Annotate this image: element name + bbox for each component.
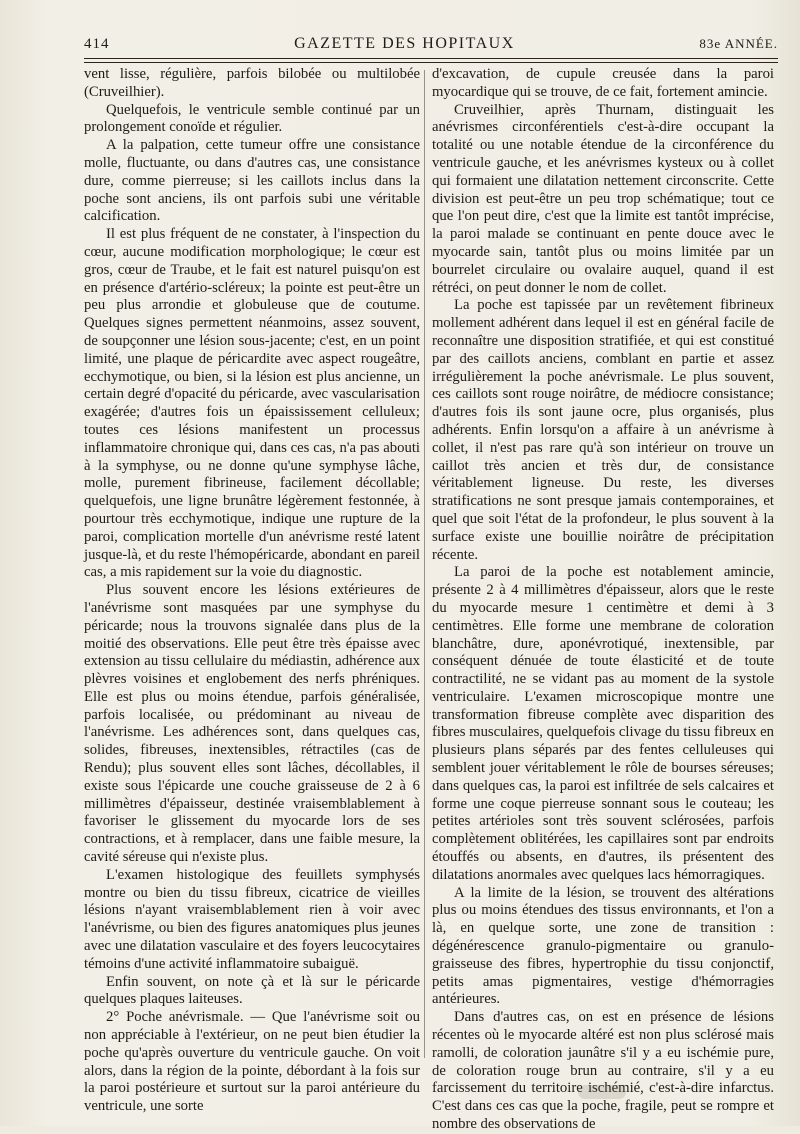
paragraph: Enfin souvent, on note çà et là sur le péricarde quelques plaques laiteuses. [84,973,420,1008]
paragraph: Il est plus fréquent de ne constater, à l'inspection du cœur, aucune modification morphologique; le cœur est gros, cœur de Traube, et le fait est naturel puisqu'on est en présence d'artério-scléreux; la pointe est peut-être un peu plus arrondie et globuleuse que de coutume. Quelques signes permettent néanmoins, assez souvent, de soupçonner une lésion sous-jacente; c'est, en un point limité, une plaque de péricardite avec aspect rougeâtre, ecchymotique, ou bien, si la lésion est plus ancienne, un certain degré d'opacité du péricarde, avec vascularisation exagérée; d'autres fois un épaississement celluleux; toutes ces lésions manifestent un processus inflammatoire chronique qui, dans ces cas, n'a pas abouti à la symphyse, ou ne donne qu'une symphyse lâche, molle, purement fibrineuse, facilement décollable; quelquefois, une ligne brunâtre légèrement festonnée, à pourtour très ecchymotique, indique une rupture de la paroi, complication mortelle d'un anévrisme resté latent jusque-là, et du reste l'hémopéricarde, abondant en pareil cas, a mis rapidement sur la voie du diagnostic. [84,226,420,581]
paragraph: Cruveilhier, après Thurnam, distinguait les anévrismes circonférentiels c'est-à-dire occupant la totalité ou une notable étendue de la circonférence du ventricule gauche, et les anévrismes kysteux ou à collet qui formaient une dilatation nettement circonscrite. Cette division est peut-être un peu trop schématique; tout ce que l'on peut dire, c'est que la limite est tantôt imprécise, la paroi malade se continuant en pente douce avec le myocarde sain, tantôt plus ou moins limitée par un bourrelet circulaire ou ovalaire auquel, quand il est rétréci, on peut donner le nom de collet. [432,101,774,296]
page-header [84,30,778,58]
paragraph: A la palpation, cette tumeur offre une consistance molle, fluctuante, ou dans d'autres cas, une consistance dure, comme pierreuse; si les caillots inclus dans la poche sont anciens, ils ont parfois subi une véritable calcification. [84,137,420,225]
left-text-column [84,66,420,1116]
paragraph: L'examen histologique des feuillets symphysés montre ou bien du tissu fibreux, cicatrice de vieilles lésions n'ayant vraisemblablement rien à voir avec l'anévrisme, ou bien des figures anatomiques plus jeunes avec une dilatation vasculaire et des foyers leucocytaires témoins d'une activité inflammatoire subaiguë. [84,866,420,972]
paragraph: La paroi de la poche est notablement amincie, présente 2 à 4 millimètres d'épaisseur, alors que le reste du myocarde mesure 1 centimètre et demi à 3 centimètres. Elle forme une membrane de coloration blanchâtre, dure, aponévrotiqué, inextensible, par conséquent dénuée de toute élasticité et de toute contractilité, ne se vidant pas au moment de la systole ventriculaire. L'examen microscopique montre une transformation fibreuse complète avec disparition des fibres musculaires, quelquefois clivage du tissu fibreux en plusieurs plans séparés par des fentes celluleuses qui semblent jouer véritablement le rôle de bourses séreuses; dans quelques cas, la paroi est infiltrée de sels calcaires et forme une coque pierreuse sonnant sous le couteau; les petites artérioles sont très souvent sclérosées, parfois complètement oblitérées, les capillaires sont par endroits étouffés ou absents, en d'autres, ils présentent des dilatations anormales avec quelques lacs hémorragiques. [432,564,774,883]
paragraph: d'excavation, de cupule creusée dans la paroi myocardique qui se trouve, de ce fait, fortement amincie. [432,66,774,100]
paragraph: Quelquefois, le ventricule semble continué par un prolongement conoïde et régulier. [84,101,420,136]
volume-year: 83e ANNÉE. [699,36,778,51]
ink-smudge [578,1085,626,1099]
paragraph: vent lisse, régulière, parfois bilobée ou multilobée (Cruveilhier). [84,66,420,100]
header-rule-thick [84,58,778,59]
right-text-column [432,66,774,1134]
header-rule-thin [84,62,778,63]
paragraph: La poche est tapissée par un revêtement fibrineux mollement adhérent dans lequel il est en général facile de reconnaître une disposition stratifiée, et qui est constitué par des caillots anciens, comblant en partie et assez irrégulièrement la poche anévrismale. Le plus souvent, ces caillots sont rouge noirâtre, de médiocre consistance; d'autres fois ils sont jaune ocre, plus organisés, plus adhérents. Enfin lorsqu'on a affaire à un anévrisme à collet, il n'est pas rare qu'à son intérieur on trouve un caillot très ancien et très dur, de consistance véritablement ligneuse. Du reste, les diverses stratifications ne sont presque jamais contemporaines, et quel que soit l'état de la profondeur, le plus souvent à la surface existe une bouillie noirâtre de précipitation récente. [432,297,774,563]
section-heading-paragraph: 2° Poche anévrismale. — Que l'anévrisme soit ou non appréciable à l'extérieur, on ne peut bien étudier la poche qu'après ouverture du ventricule gauche. On voit alors, dans la région de la pointe, débordant à la fois sur la paroi postérieure et surtout sur la paroi antérieure du ventricule, une sorte [84,1009,420,1115]
column-divider [424,70,425,1058]
paragraph: A la limite de la lésion, se trouvent des altérations plus ou moins étendues des tissus environnants, et l'on a là, en quelque sorte, une zone de transition : dégénérescence granulo-pigmentaire ou granulo-graisseuse des fibres, hypertrophie du tissu conjonctif, petits amas pigmentaires, vestige d'hémorragies antérieures. [432,884,774,1008]
page-number: 414 [84,35,110,52]
paragraph: Dans d'autres cas, on est en présence de lésions récentes où le myocarde altéré est non plus sclérosé mais ramolli, de coloration jaunâtre s'il y a eu ischémie pure, de coloration rouge brun au contraire, s'il y a eu farcissement du territoire ischémié, c'est-à-dire infarctus. C'est dans ces cas que la poche, fragile, peut se rompre et nombre des observations de [432,1009,774,1133]
paragraph: Plus souvent encore les lésions extérieures de l'anévrisme sont masquées par une symphyse du péricarde; nous la trouvons signalée dans plus de la moitié des observations. Elle peut être très épaisse avec extension au tissu cellulaire du médiastin, adhérence aux plèvres voisines et englobement des nerfs phréniques. Elle est plus ou moins étendue, parfois généralisée, parfois localisée, ou prédominant au niveau de l'anévrisme. Les adhérences sont, dans quelques cas, solides, fibreuses, inextensibles, rétractiles (cas de Rendu); plus souvent elles sont lâches, décollables, il existe sous l'épicarde une couche graisseuse de 2 à 6 millimètres d'épaisseur, destinée vraisemblablement à favoriser le glissement du myocarde lors de ses contractions, et à remplacer, dans une faible mesure, la cavité séreuse qui n'existe plus. [84,582,420,866]
journal-title: GAZETTE DES HOPITAUX [294,35,515,52]
